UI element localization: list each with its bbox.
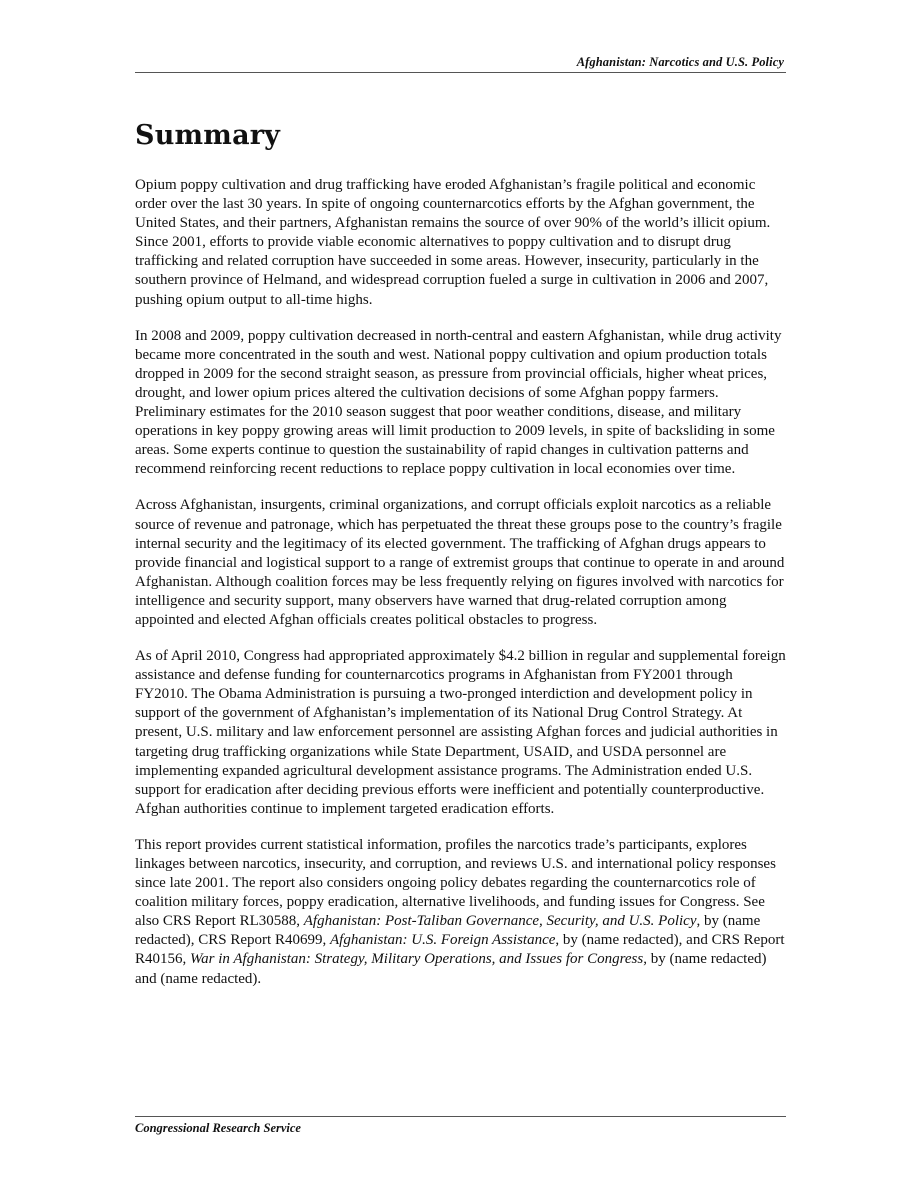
reference-text: , by (name redacted) and (name redacted). (135, 951, 767, 987)
summary-body (135, 176, 786, 1006)
report-title-rl30588: Afghanistan: Post-Taliban Governance, Security, and U.S. Policy (303, 913, 697, 930)
paragraph: Opium poppy cultivation and drug trafficking have eroded Afghanistan’s fragile political and economic order over the last 30 years. In spite of ongoing counternarcotics efforts by the Afghan government, the United States, and their partners, Afghanistan remains the source of over 90% of the world’s illicit opium. Since 2001, efforts to provide viable economic alternatives to poppy cultivation and to disrupt drug trafficking and related corruption have succeeded in some areas. However, insecurity, particularly in the southern province of Helmand, and widespread corruption fueled a surge in cultivation in 2006 and 2007, pushing opium output to all-time highs. (135, 177, 771, 308)
page-title: Summary (135, 120, 281, 151)
paragraph: Across Afghanistan, insurgents, criminal organizations, and corrupt officials exploit narcotics as a reliable source of revenue and patronage, which has perpetuated the threat these groups pose to the country’s fragile internal security and the legitimacy of its elected government. The trafficking of Afghan drugs appears to provide financial and logistical support to a range of extremist groups that continue to operate in and around Afghanistan. Although coalition forces may be less frequently relying on figures involved with narcotics for intelligence and security support, many observers have warned that drug-related corruption among appointed and elected Afghan officials creates political obstacles to progress. (135, 497, 785, 628)
running-header (135, 54, 786, 73)
report-title-r40699: Afghanistan: U.S. Foreign Assistance (329, 932, 556, 949)
reference-text: , by (name redacted), CRS Report R40699, (135, 913, 761, 949)
paragraph-intro: This report provides current statistical information, profiles the narcotics trade’s participants, explores linkages between narcotics, insecurity, and corruption, and reviews U.S. and international policy responses since late 2001. The report also considers ongoing policy debates regarding the counternarcotics role of coalition military forces, poppy eradication, alternative livelihoods, and funding issues for Congress. See also CRS Report RL30588, (135, 836, 776, 930)
paragraph: As of April 2010, Congress had appropriated approximately $4.2 billion in regular and supplemental foreign assistance and defense funding for counternarcotics programs in Afghanistan from FY2001 through FY2010. The Obama Administration is pursuing a two-pronged interdiction and development policy in support of the government of Afghanistan’s implementation of its National Drug Control Strategy. At present, U.S. military and law enforcement personnel are assisting Afghan forces and judicial authorities in targeting drug trafficking organizations while State Department, USAID, and USDA personnel are implementing expanded agricultural development assistance programs. The Administration ended U.S. support for eradication after deciding previous efforts were inefficient and potentially counterproductive. Afghan authorities continue to implement targeted eradication efforts. (135, 648, 786, 817)
reference-text: , by (name redacted), and CRS Report R40156, (135, 932, 785, 968)
paragraph-with-references (135, 836, 786, 989)
running-footer (135, 1116, 786, 1136)
report-title-r40156: War in Afghanistan: Strategy, Military Operations, and Issues for Congress (190, 951, 644, 968)
running-header-title: Afghanistan: Narcotics and U.S. Policy (576, 55, 784, 69)
paragraph: In 2008 and 2009, poppy cultivation decreased in north-central and eastern Afghanistan, while drug activity became more concentrated in the south and west. National poppy cultivation and opium production totals dropped in 2009 for the second straight season, as pressure from provincial officials, higher wheat prices, drought, and lower opium prices altered the cultivation decisions of some Afghan poppy farmers. Preliminary estimates for the 2010 season suggest that poor weather conditions, disease, and military operations in key poppy growing areas will limit production to 2009 levels, in spite of backsliding in some areas. Some experts continue to question the sustainability of rapid changes in cultivation patterns and recommend reinforcing recent reductions to replace poppy cultivation in local economies over time. (135, 327, 782, 478)
footer-source: Congressional Research Service (135, 1121, 301, 1135)
